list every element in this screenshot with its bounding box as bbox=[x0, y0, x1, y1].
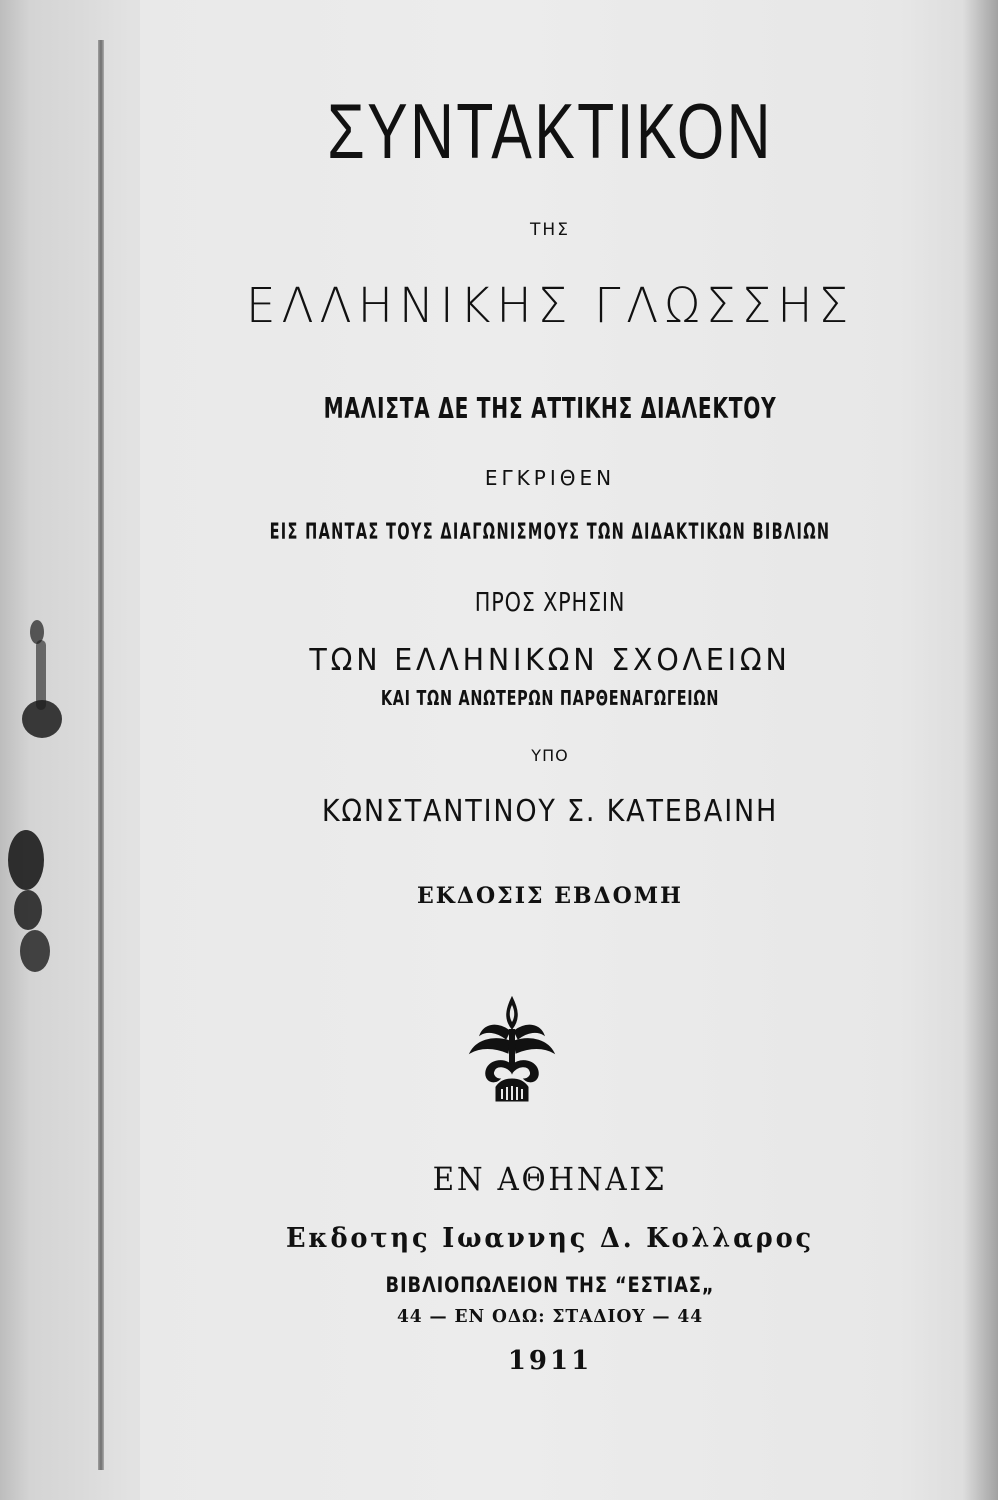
title-article: ΤΗΣ bbox=[530, 220, 570, 240]
approval-detail: ΕΙΣ ΠΑΝΤΑΣ ΤΟΥΣ ΔΙΑΓΩΝΙΣΜΟΥΣ ΤΩΝ ΔΙΔΑΚΤΙΚΩΝ ΒΙΒΛΙΩΝ bbox=[269, 520, 831, 545]
imprint-bookshop: ΒΙΒΛΙΟΠΩΛΕΙΟΝ ΤΗΣ “ΕΣΤΙΑΣ„ bbox=[385, 1273, 715, 1297]
ink-stain bbox=[36, 640, 46, 710]
intended-use: ΠΡΟΣ ΧΡΗΣΙΝ bbox=[474, 588, 626, 618]
ink-stain bbox=[20, 930, 50, 972]
intended-schools: ΤΩΝ ΕΛΛΗΝΙΚΩΝ ΣΧΟΛΕΙΩΝ bbox=[309, 643, 791, 678]
book-title: ΣΥΝΤΑΚΤΙΚΟΝ bbox=[327, 87, 773, 175]
intended-schools-secondary: ΚΑΙ ΤΩΝ ΑΝΩΤΕΡΩΝ ΠΑΡΘΕΝΑΓΩΓΕΙΩΝ bbox=[380, 686, 720, 710]
imprint-year: 1911 bbox=[507, 1346, 593, 1376]
author-preposition: ΥΠΟ bbox=[531, 746, 569, 765]
ink-stain bbox=[14, 890, 42, 930]
dialect-note: ΜΑΛΙΣΤΑ ΔΕ ΤΗΣ ΑΤΤΙΚΗΣ ΔΙΑΛΕΚΤΟΥ bbox=[323, 392, 777, 425]
imprint-publisher: Εκδοτης Ιωαννης Δ. Κολλαρος bbox=[285, 1223, 814, 1254]
imprint-address: 44 — ΕΝ ΟΔΩ: ΣΤΑΔΙΟΥ — 44 bbox=[396, 1306, 704, 1327]
imprint-place: ΕΝ ΑΘΗΝΑΙΣ bbox=[432, 1160, 668, 1198]
anthemion-ornament-icon bbox=[466, 995, 558, 1105]
title-language: ΕΛΛΗΝΙΚΗΣ ΓΛΩΣΣΗΣ bbox=[245, 278, 855, 334]
approval-heading: ΕΓΚΡΙΘΕΝ bbox=[484, 466, 616, 490]
edition-statement: ΕΚΔΟΣΙΣ ΕΒΔΟΜΗ bbox=[417, 883, 683, 909]
ink-stain bbox=[8, 830, 44, 890]
author-name: ΚΩΝΣΤΑΝΤΙΝΟΥ Σ. ΚΑΤΕΒΑΙΝΗ bbox=[321, 794, 779, 829]
